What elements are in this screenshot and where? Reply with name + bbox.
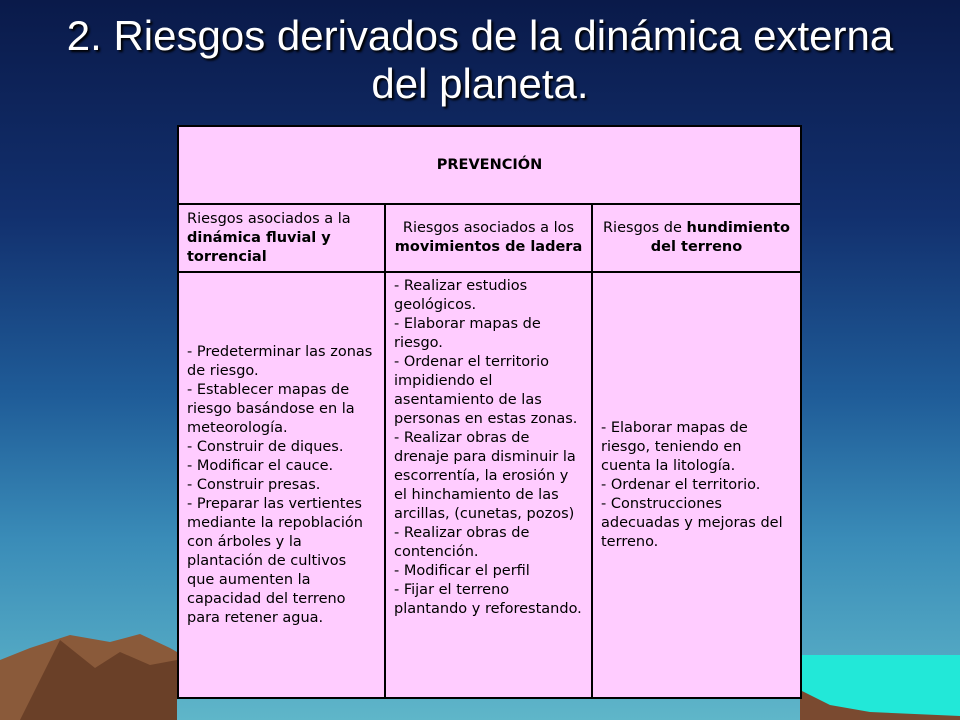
list-item: - Modificar el perfil [394,563,530,579]
slide-title-line-1: 2. Riesgos derivados de la dinámica externa [66,12,894,59]
slide-title-line-2: del planeta. [371,60,589,107]
list-item: - Modificar el cauce. [187,457,334,474]
list-item: - Elaborar mapas de riesgo, teniendo en cuenta la litología. [601,419,748,474]
list-item: - Establecer mapas de riesgo basándose en la meteorología. [187,381,355,436]
list-item: - Elaborar mapas de riesgo. [394,316,541,351]
list-item: - Realizar obras de drenaje para disminuir la escorrentía, la erosión y el hinchamiento de las arcillas, (cunetas, pozos) [394,430,576,522]
column-header-fluvial [178,204,385,272]
column-header-fluvial-plain: Riesgos asociados a la [187,210,351,227]
column-header-ladera-plain: Riesgos asociados a los [402,220,575,236]
cell-hundimiento-measures [592,272,801,698]
list-item: - Realizar obras de contención. [394,525,530,560]
prevention-table [177,125,802,699]
column-header-ladera-bold: movimientos de ladera [394,239,583,255]
list-item: - Construir de diques. [187,438,344,455]
column-header-hundimiento [592,204,801,272]
list-item: - Construir presas. [187,476,321,493]
list-item: - Predeterminar las zonas de riesgo. [187,343,373,379]
column-header-fluvial-bold: dinámica fluvial y torrencial [187,229,331,265]
list-item: - Preparar las vertientes mediante la repoblación con árboles y la plantación de cultivos que aumenten la capacidad del terreno para retener agua. [187,495,363,626]
cell-fluvial-measures [178,272,385,698]
cell-ladera-measures [385,272,592,698]
list-item: - Realizar estudios geológicos. [394,278,528,313]
column-header-hundimiento-plain: Riesgos de [602,220,687,236]
list-item: - Construcciones adecuadas y mejoras del terreno. [601,495,783,550]
list-item: - Fijar el terreno plantando y reforestando. [394,582,582,617]
slide-title [20,12,940,108]
column-header-ladera [385,204,592,272]
list-item: - Ordenar el territorio. [601,476,761,493]
list-item: - Ordenar el territorio impidiendo el asentamiento de las personas en estas zonas. [394,354,578,427]
table-header-prevencion: PREVENCIÓN [178,126,801,204]
column-header-hundimiento-bold: hundimiento del terreno [650,220,790,255]
